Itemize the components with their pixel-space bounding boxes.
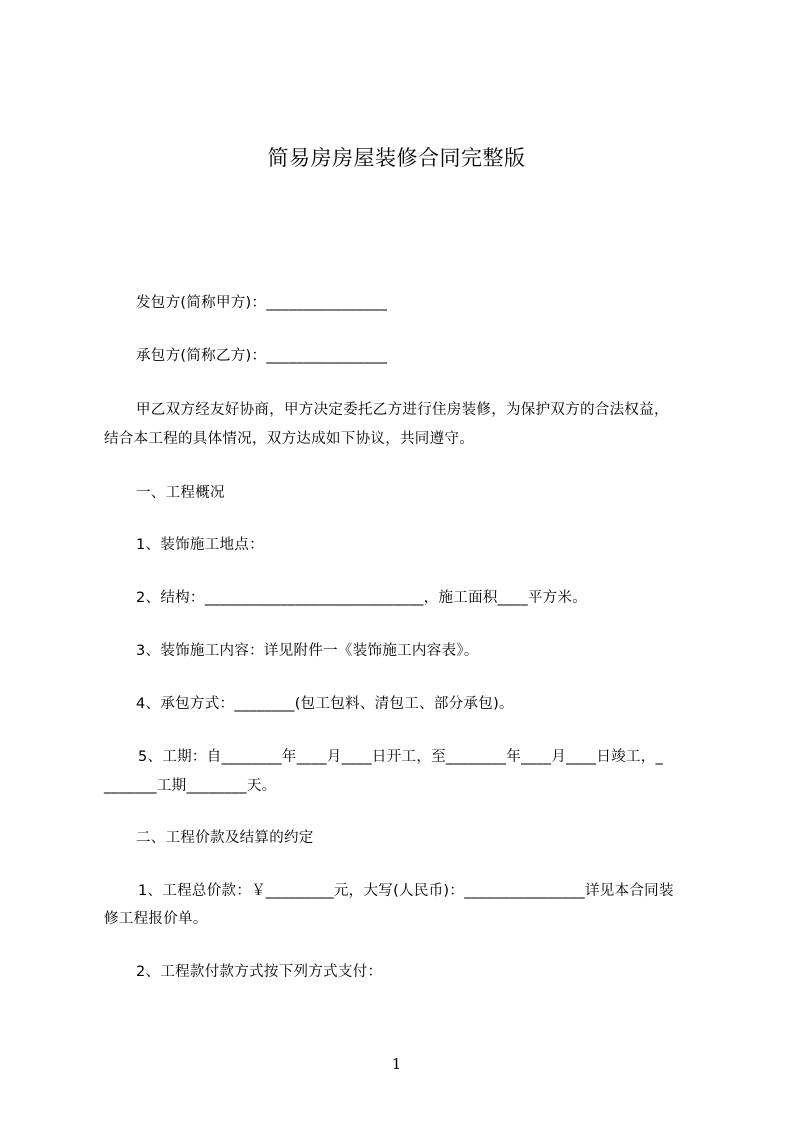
price-clause-line-2: 修工程报价单。 (104, 911, 208, 927)
clause-5-duration-line-2: _______工期________天。 (104, 778, 277, 794)
clause-4-contract-mode: 4、承包方式：________(包工包料、清包工、部分承包)。 (136, 696, 514, 712)
section-1-heading: 一、工程概况 (136, 485, 225, 501)
payment-clause: 2、工程款付款方式按下列方式支付： (136, 964, 383, 980)
section-2-heading: 二、工程价款及结算的约定 (136, 830, 314, 846)
page-number: 1 (391, 1055, 402, 1073)
party-b-line: 承包方(简称乙方)：________________ (136, 348, 388, 364)
intro-paragraph-line-1: 甲乙双方经友好协商，甲方决定委托乙方进行住房装修，为保护双方的合法权益， (136, 402, 669, 418)
party-a-line: 发包方(简称甲方)：________________ (136, 295, 388, 311)
clause-3-content: 3、装饰施工内容：详见附件一《装饰施工内容表》。 (136, 643, 479, 659)
clause-1-location: 1、装饰施工地点： (136, 537, 264, 553)
clause-2-structure: 2、结构：_____________________________，施工面积____平方米。 (136, 590, 588, 606)
intro-paragraph-line-2: 结合本工程的具体情况，双方达成如下协议，共同遵守。 (104, 431, 474, 447)
page-title: 简易房房屋装修合同完整版 (267, 146, 526, 170)
clause-5-duration-line-1: 5、工期：自________年____月____日开工，至________年____月____日竣工，_ (138, 749, 664, 765)
price-clause-line-1: 1、工程总价款：￥_________元，大写(人民币)：________________详见本合同装 (138, 883, 674, 899)
